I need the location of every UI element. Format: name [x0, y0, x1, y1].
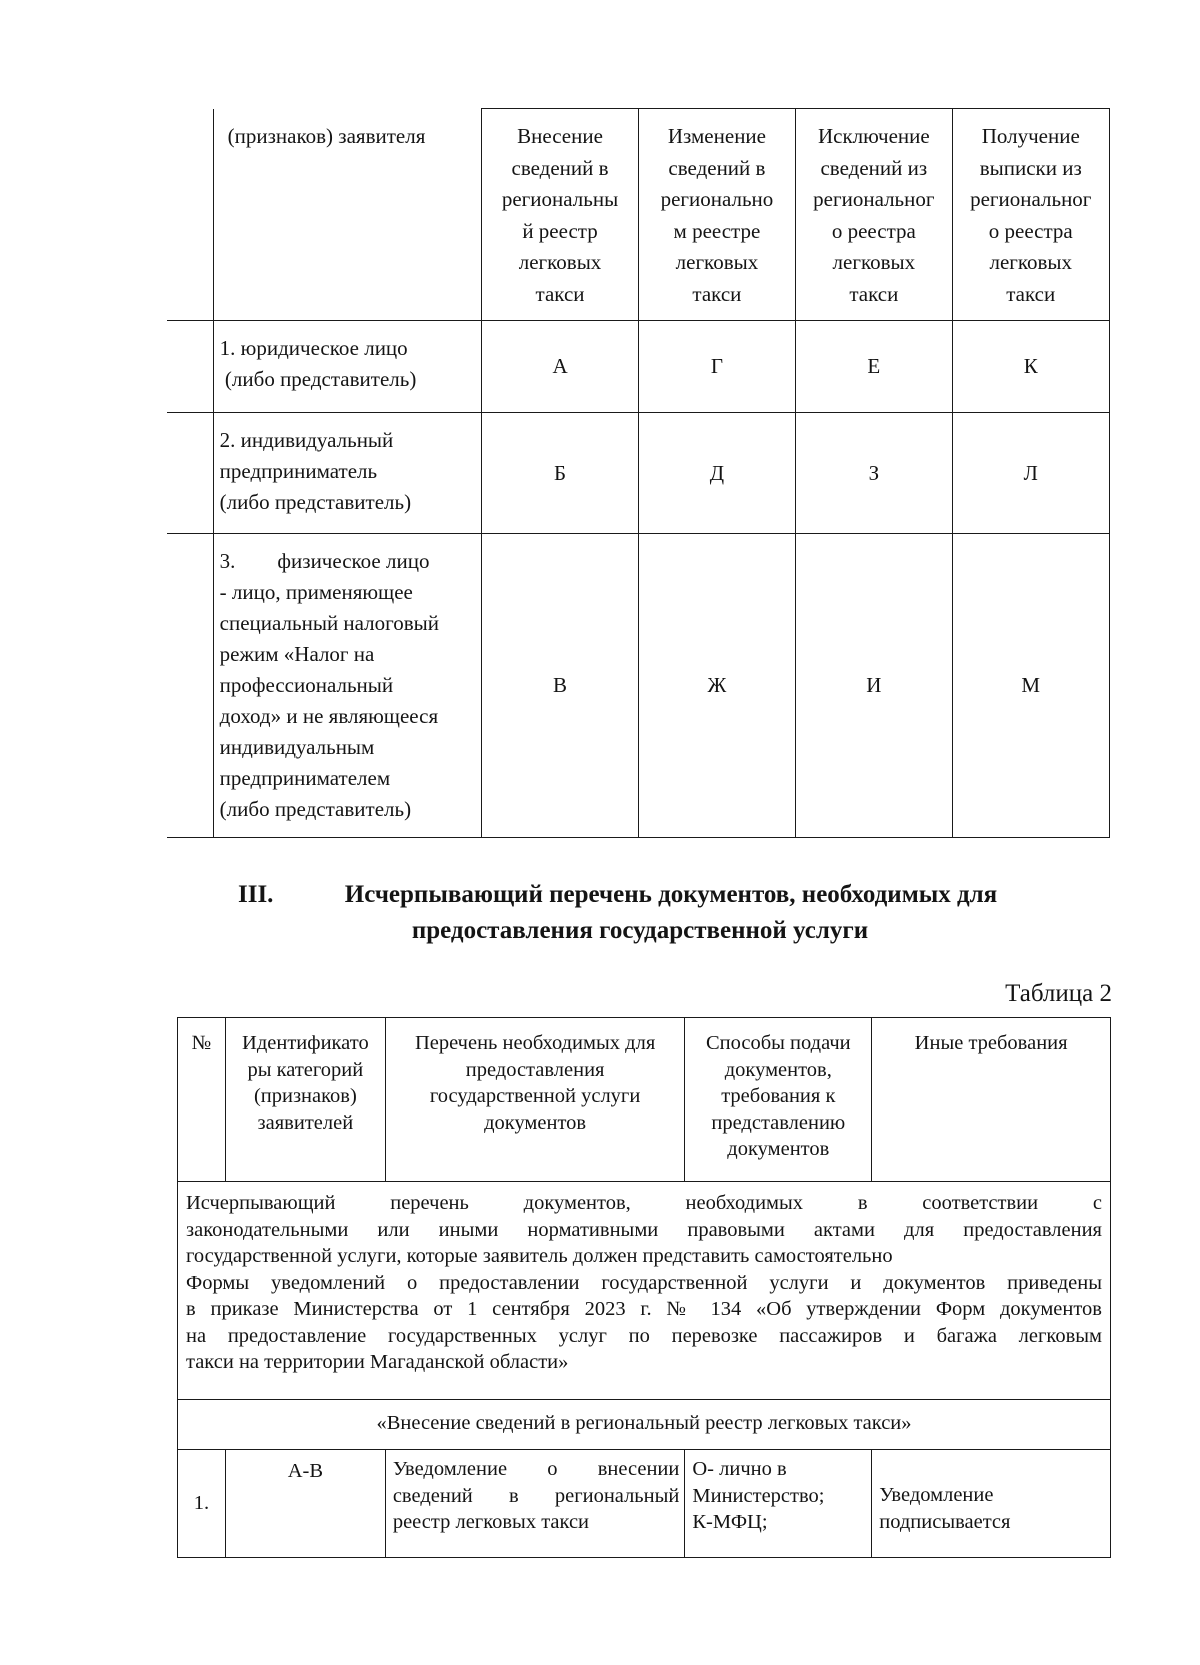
code-cell: И: [796, 534, 952, 838]
intro-line: такси на территории Магаданской области»: [186, 1351, 569, 1373]
table1-row-label: [213, 534, 482, 838]
service-section-title: «Внесение сведений в региональный реестр легковых такси»: [178, 1400, 1111, 1450]
code-cell: Е: [796, 321, 952, 413]
header-line: легковых: [832, 250, 916, 274]
table1-row: [167, 321, 1110, 413]
table1-row: [167, 413, 1110, 534]
row-label-line: (либо представитель): [219, 797, 412, 821]
header-number: [178, 1018, 226, 1182]
header-line: ры категорий: [247, 1058, 364, 1081]
row-identifiers: А-В: [225, 1450, 385, 1558]
header-methods: [685, 1018, 872, 1182]
header-line: (признаков): [253, 1085, 357, 1107]
intro-text: [178, 1182, 1111, 1400]
header-line: предоставления: [465, 1058, 605, 1081]
code-cell: А: [482, 321, 638, 413]
header-line: о реестра: [988, 218, 1073, 243]
doc-line: реестр легковых такси: [392, 1511, 590, 1533]
section-title-line-1: Исчерпывающий перечень документов, необходимых для: [344, 881, 998, 908]
header-line: региональног: [813, 187, 935, 211]
header-line: Изменение: [667, 124, 766, 148]
header-line: Идентификато: [242, 1032, 369, 1054]
table1-applicant-header: (признаков) заявителя: [213, 109, 482, 321]
section-title-line-2: предоставления государственной услуги: [411, 917, 869, 944]
row-label-line: профессиональный: [219, 673, 394, 697]
header-line: легковых: [989, 250, 1073, 274]
header-line: регионально: [660, 187, 774, 211]
method-line: К-МФЦ;: [692, 1511, 768, 1533]
table2-header-row: [178, 1018, 1111, 1182]
header-line: такси: [1006, 281, 1056, 306]
code-cell: З: [796, 413, 952, 534]
row-label-line: 2. индивидуальный: [219, 428, 394, 452]
header-other: [872, 1018, 1111, 1182]
header-line: Исключение: [817, 124, 930, 148]
doc-line: Уведомление о внесении: [392, 1458, 680, 1480]
header-identifiers: [225, 1018, 385, 1182]
code-cell: Ж: [638, 534, 795, 838]
table1-header-col-2: [638, 109, 795, 321]
method-line: О- лично в: [692, 1458, 787, 1480]
code-cell: Б: [482, 413, 638, 534]
table1-header-col-1: [482, 109, 638, 321]
table1-row: [167, 534, 1110, 838]
documents-table: [177, 1017, 1111, 1558]
applicant-category-table: [167, 108, 1110, 838]
intro-line: в приказе Министерства от 1 сентября 2023 г. № 134 «Об утверждении Форм документов: [186, 1298, 1102, 1320]
header-line: Иные требования: [914, 1032, 1068, 1054]
header-line: государственной услуги: [429, 1085, 641, 1107]
header-line: такси: [849, 281, 899, 306]
intro-line: на предоставление государственных услуг по перевозке пассажиров и багажа легковым: [186, 1324, 1102, 1347]
table1-blank-cell: [167, 109, 213, 321]
table1-header-row: [167, 109, 1110, 321]
method-line: Министерство;: [692, 1484, 825, 1507]
section-heading: [220, 877, 1060, 949]
header-line: легковых: [675, 250, 759, 274]
header-line: сведений в: [668, 155, 766, 180]
header-line: Внесение: [517, 124, 603, 148]
table1-blank-cell: [167, 534, 213, 838]
header-line: представлению: [711, 1111, 846, 1134]
row-label-line: доход» и не являющееся: [219, 704, 439, 728]
header-line: о реестра: [831, 218, 916, 243]
header-line: региональны: [501, 187, 619, 211]
row-label-line: индивидуальным: [219, 735, 375, 759]
header-line: й реестр: [522, 218, 598, 243]
table2-section-row: [178, 1400, 1111, 1450]
header-line: сведений из: [820, 155, 928, 180]
header-line: региональног: [970, 187, 1092, 211]
row-document: [385, 1450, 685, 1558]
header-line: такси: [692, 281, 742, 306]
intro-line: государственной услуги, которые заявитель должен представить самостоятельно: [186, 1245, 893, 1267]
header-line: Способы подачи: [705, 1032, 851, 1054]
row-label-line: 3. физическое лицо: [219, 549, 430, 573]
header-line: заявителей: [257, 1111, 354, 1134]
row-label-line: 1. юридическое лицо: [219, 336, 408, 360]
row-other: [872, 1450, 1111, 1558]
section-number: III.: [238, 881, 274, 908]
header-line: документов,: [724, 1058, 832, 1081]
code-cell: Д: [638, 413, 795, 534]
code-cell: М: [952, 534, 1109, 838]
row-label-line: - лицо, применяющее: [219, 580, 413, 604]
row-label-line: специальный налоговый: [219, 611, 440, 635]
row-label-line: предпринимателем: [219, 766, 391, 790]
table1-blank-cell: [167, 321, 213, 413]
table1-blank-cell: [167, 413, 213, 534]
table-caption: Таблица 2: [1005, 980, 1112, 1007]
code-cell: К: [952, 321, 1109, 413]
header-line: требования к: [721, 1085, 836, 1107]
header-line: м реестре: [673, 218, 761, 243]
header-line: легковых: [518, 250, 602, 274]
intro-line: Формы уведомлений о предоставлении государственной услуги и документов приведены: [186, 1271, 1102, 1294]
table1-header-col-4: [952, 109, 1109, 321]
header-line: документов: [484, 1111, 587, 1134]
table-row: [178, 1450, 1111, 1558]
row-label-line: режим «Налог на: [219, 642, 375, 666]
code-cell: Л: [952, 413, 1109, 534]
table2-intro-row: [178, 1182, 1111, 1400]
row-number: 1.: [178, 1450, 226, 1558]
header-documents: [385, 1018, 685, 1182]
header-line: Получение: [981, 124, 1080, 148]
header-line: №: [191, 1032, 212, 1054]
header-line: такси: [535, 281, 585, 306]
row-label-line: (либо представитель): [219, 367, 417, 391]
header-line: выписки из: [979, 155, 1082, 180]
header-line: Перечень необходимых для: [414, 1032, 656, 1054]
header-line: документов: [727, 1138, 830, 1160]
other-line: Уведомление: [879, 1484, 994, 1506]
intro-line: законодательными или иными нормативными правовыми актами для предоставления: [186, 1218, 1102, 1241]
header-line: сведений в: [511, 155, 609, 180]
row-label-line: предприниматель: [219, 459, 378, 483]
code-cell: Г: [638, 321, 795, 413]
table1-header-col-3: [796, 109, 952, 321]
row-methods: [685, 1450, 872, 1558]
table1-row-label: [213, 321, 482, 413]
other-line: подписывается: [879, 1510, 1011, 1533]
intro-line: Исчерпывающий перечень документов, необходимых в соответствии с: [186, 1192, 1102, 1214]
table1-row-label: [213, 413, 482, 534]
code-cell: В: [482, 534, 638, 838]
doc-line: сведений в региональный: [392, 1484, 680, 1507]
row-label-line: (либо представитель): [219, 490, 412, 514]
